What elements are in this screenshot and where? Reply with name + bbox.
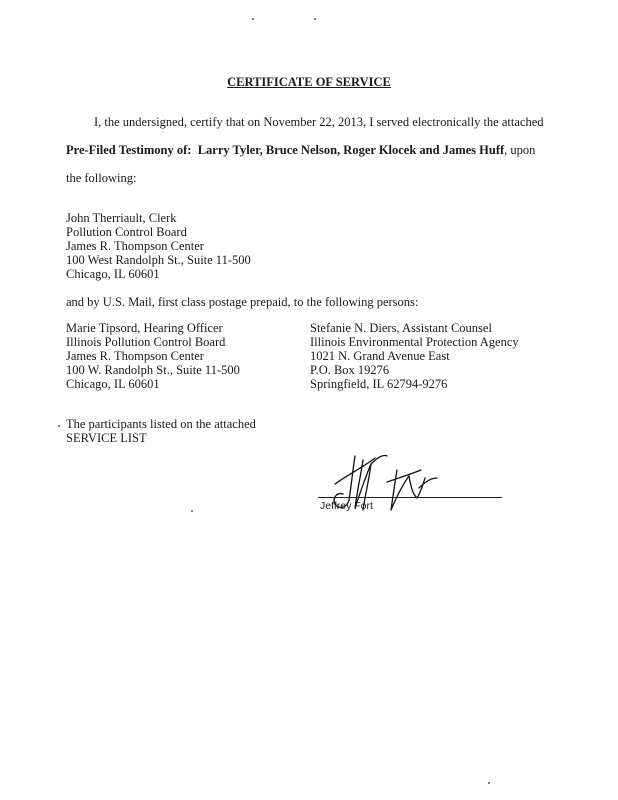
testimony-line [66,142,535,158]
address-line: Illinois Pollution Control Board [66,335,226,349]
signatory-name: Jeffrey Fort [320,500,373,512]
address-line: Springfield, IL 62794-9276 [310,377,448,391]
participants-line: SERVICE LIST [66,431,147,445]
scan-speck [488,782,490,784]
address-line: P.O. Box 19276 [310,363,390,377]
scan-speck [191,510,193,512]
scan-speck [252,18,254,20]
address-line: Pollution Control Board [66,225,187,239]
address-line: James R. Thompson Center [66,349,204,363]
address-line: Stefanie N. Diers, Assistant Counsel [310,321,492,335]
address-line: John Therriault, Clerk [66,211,177,225]
signature-stroke [409,476,425,498]
address-line: 1021 N. Grand Avenue East [310,349,450,363]
document-title: CERTIFICATE OF SERVICE [227,75,391,89]
signature-line [318,497,502,498]
mail-service-statement: and by U.S. Mail, first class postage prepaid, to the following persons: [66,295,419,309]
address-line: Chicago, IL 60601 [66,377,160,391]
address-line: 100 W. Randolph St., Suite 11-500 [66,363,240,377]
testimony-suffix: , upon [504,143,536,157]
testimony-names: Larry Tyler, Bruce Nelson, Roger Klocek and James Huff [197,143,505,157]
address-line: Marie Tipsord, Hearing Officer [66,321,223,335]
address-line: James R. Thompson Center [66,239,204,253]
scan-speck [58,425,60,427]
the-following-text: the following: [66,171,137,185]
certification-statement: I, the undersigned, certify that on November 22, 2013, I served electronically the attached [94,115,544,129]
signature-stroke [387,470,421,482]
address-line: Illinois Environmental Protection Agency [310,335,519,349]
address-line: Chicago, IL 60601 [66,267,160,281]
testimony-prefix: Pre-Filed Testimony of: [66,143,192,157]
scan-speck [314,18,316,20]
address-line: 100 West Randolph St., Suite 11-500 [66,253,251,267]
participants-line: The participants listed on the attached [66,417,256,431]
